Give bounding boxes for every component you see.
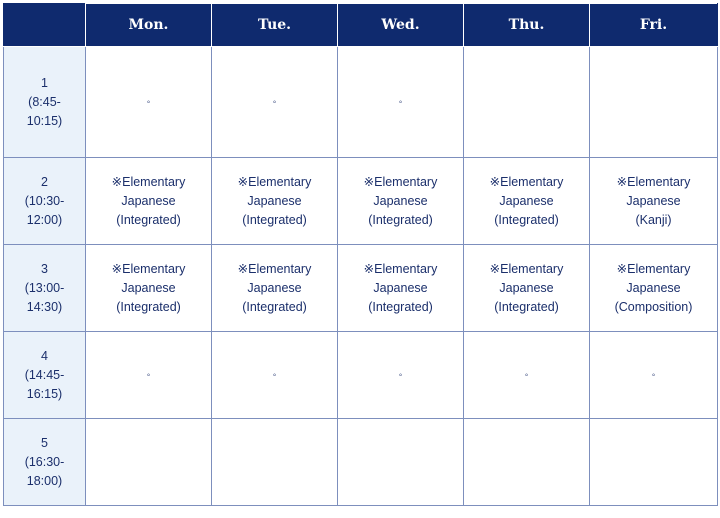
day-header-fri: Fri. [590, 4, 718, 47]
class-text: Japanese [499, 280, 554, 295]
class-text: (Kanji) [635, 212, 672, 227]
class-text: ※Elementary [616, 261, 691, 276]
period-time: (8:45- [28, 94, 61, 109]
class-marker: ◦ [272, 369, 277, 381]
period-number: 2 [41, 174, 48, 189]
day-header-thu: Thu. [464, 4, 590, 47]
class-cell-mon [86, 47, 212, 158]
class-text: ※Elementary [237, 174, 312, 189]
period-time: (14:45- [24, 367, 65, 382]
class-cell-fri [590, 419, 718, 506]
class-cell-wed [338, 47, 464, 158]
class-cell-thu [464, 245, 590, 332]
class-text: (Integrated) [242, 212, 307, 227]
class-text: ※Elementary [489, 174, 564, 189]
class-marker: ◦ [524, 369, 529, 381]
period-row [4, 245, 718, 332]
class-marker: ◦ [398, 369, 403, 381]
period-time: (10:30- [24, 193, 65, 208]
class-text: Japanese [247, 193, 302, 208]
class-cell-thu [464, 332, 590, 419]
class-cell-mon [86, 419, 212, 506]
class-text: Japanese [499, 193, 554, 208]
period-label [4, 419, 86, 506]
class-text: Japanese [121, 193, 176, 208]
period-time: 16:15) [26, 386, 63, 401]
class-cell-thu [464, 158, 590, 245]
period-label [4, 158, 86, 245]
class-text: (Composition) [614, 299, 693, 314]
class-text: (Integrated) [242, 299, 307, 314]
class-cell-mon [86, 245, 212, 332]
class-text: (Integrated) [116, 299, 181, 314]
class-text: ※Elementary [363, 174, 438, 189]
period-time: 14:30) [26, 299, 63, 314]
class-cell-tue [212, 158, 338, 245]
period-row [4, 47, 718, 158]
class-cell-tue [212, 419, 338, 506]
class-text: Japanese [373, 280, 428, 295]
class-cell-fri [590, 158, 718, 245]
period-number: 5 [41, 435, 48, 450]
class-text: ※Elementary [363, 261, 438, 276]
header-row [4, 4, 718, 47]
corner-cell [4, 4, 86, 47]
period-label [4, 47, 86, 158]
class-cell-fri [590, 332, 718, 419]
period-number: 3 [41, 261, 48, 276]
class-cell-mon [86, 332, 212, 419]
class-text: (Integrated) [494, 212, 559, 227]
class-text: ※Elementary [111, 261, 186, 276]
class-text: ※Elementary [616, 174, 691, 189]
day-header-mon: Mon. [86, 4, 212, 47]
class-text: (Integrated) [116, 212, 181, 227]
class-cell-tue [212, 47, 338, 158]
class-text: (Integrated) [494, 299, 559, 314]
class-cell-wed [338, 332, 464, 419]
period-time: 18:00) [26, 473, 63, 488]
period-row [4, 419, 718, 506]
class-text: Japanese [626, 280, 681, 295]
class-marker: ◦ [272, 96, 277, 108]
period-number: 4 [41, 348, 48, 363]
class-marker: ◦ [398, 96, 403, 108]
class-cell-mon [86, 158, 212, 245]
class-cell-wed [338, 158, 464, 245]
class-text: ※Elementary [489, 261, 564, 276]
class-cell-thu [464, 47, 590, 158]
class-cell-tue [212, 332, 338, 419]
class-text: ※Elementary [237, 261, 312, 276]
class-text: Japanese [626, 193, 681, 208]
class-text: ※Elementary [111, 174, 186, 189]
period-time: 12:00) [26, 212, 63, 227]
class-cell-tue [212, 245, 338, 332]
class-cell-wed [338, 245, 464, 332]
period-time: (16:30- [24, 454, 65, 469]
period-row [4, 158, 718, 245]
period-row [4, 332, 718, 419]
timetable [3, 3, 718, 506]
class-cell-fri [590, 245, 718, 332]
class-text: Japanese [373, 193, 428, 208]
day-header-tue: Tue. [212, 4, 338, 47]
period-time: (13:00- [24, 280, 65, 295]
period-label [4, 332, 86, 419]
class-marker: ◦ [146, 96, 151, 108]
period-time: 10:15) [26, 113, 63, 128]
class-marker: ◦ [146, 369, 151, 381]
class-cell-wed [338, 419, 464, 506]
day-header-wed: Wed. [338, 4, 464, 47]
class-text: (Integrated) [368, 212, 433, 227]
class-cell-thu [464, 419, 590, 506]
period-label [4, 245, 86, 332]
period-number: 1 [41, 75, 48, 90]
class-text: Japanese [121, 280, 176, 295]
class-text: Japanese [247, 280, 302, 295]
class-text: (Integrated) [368, 299, 433, 314]
class-marker: ◦ [651, 369, 656, 381]
class-cell-fri [590, 47, 718, 158]
